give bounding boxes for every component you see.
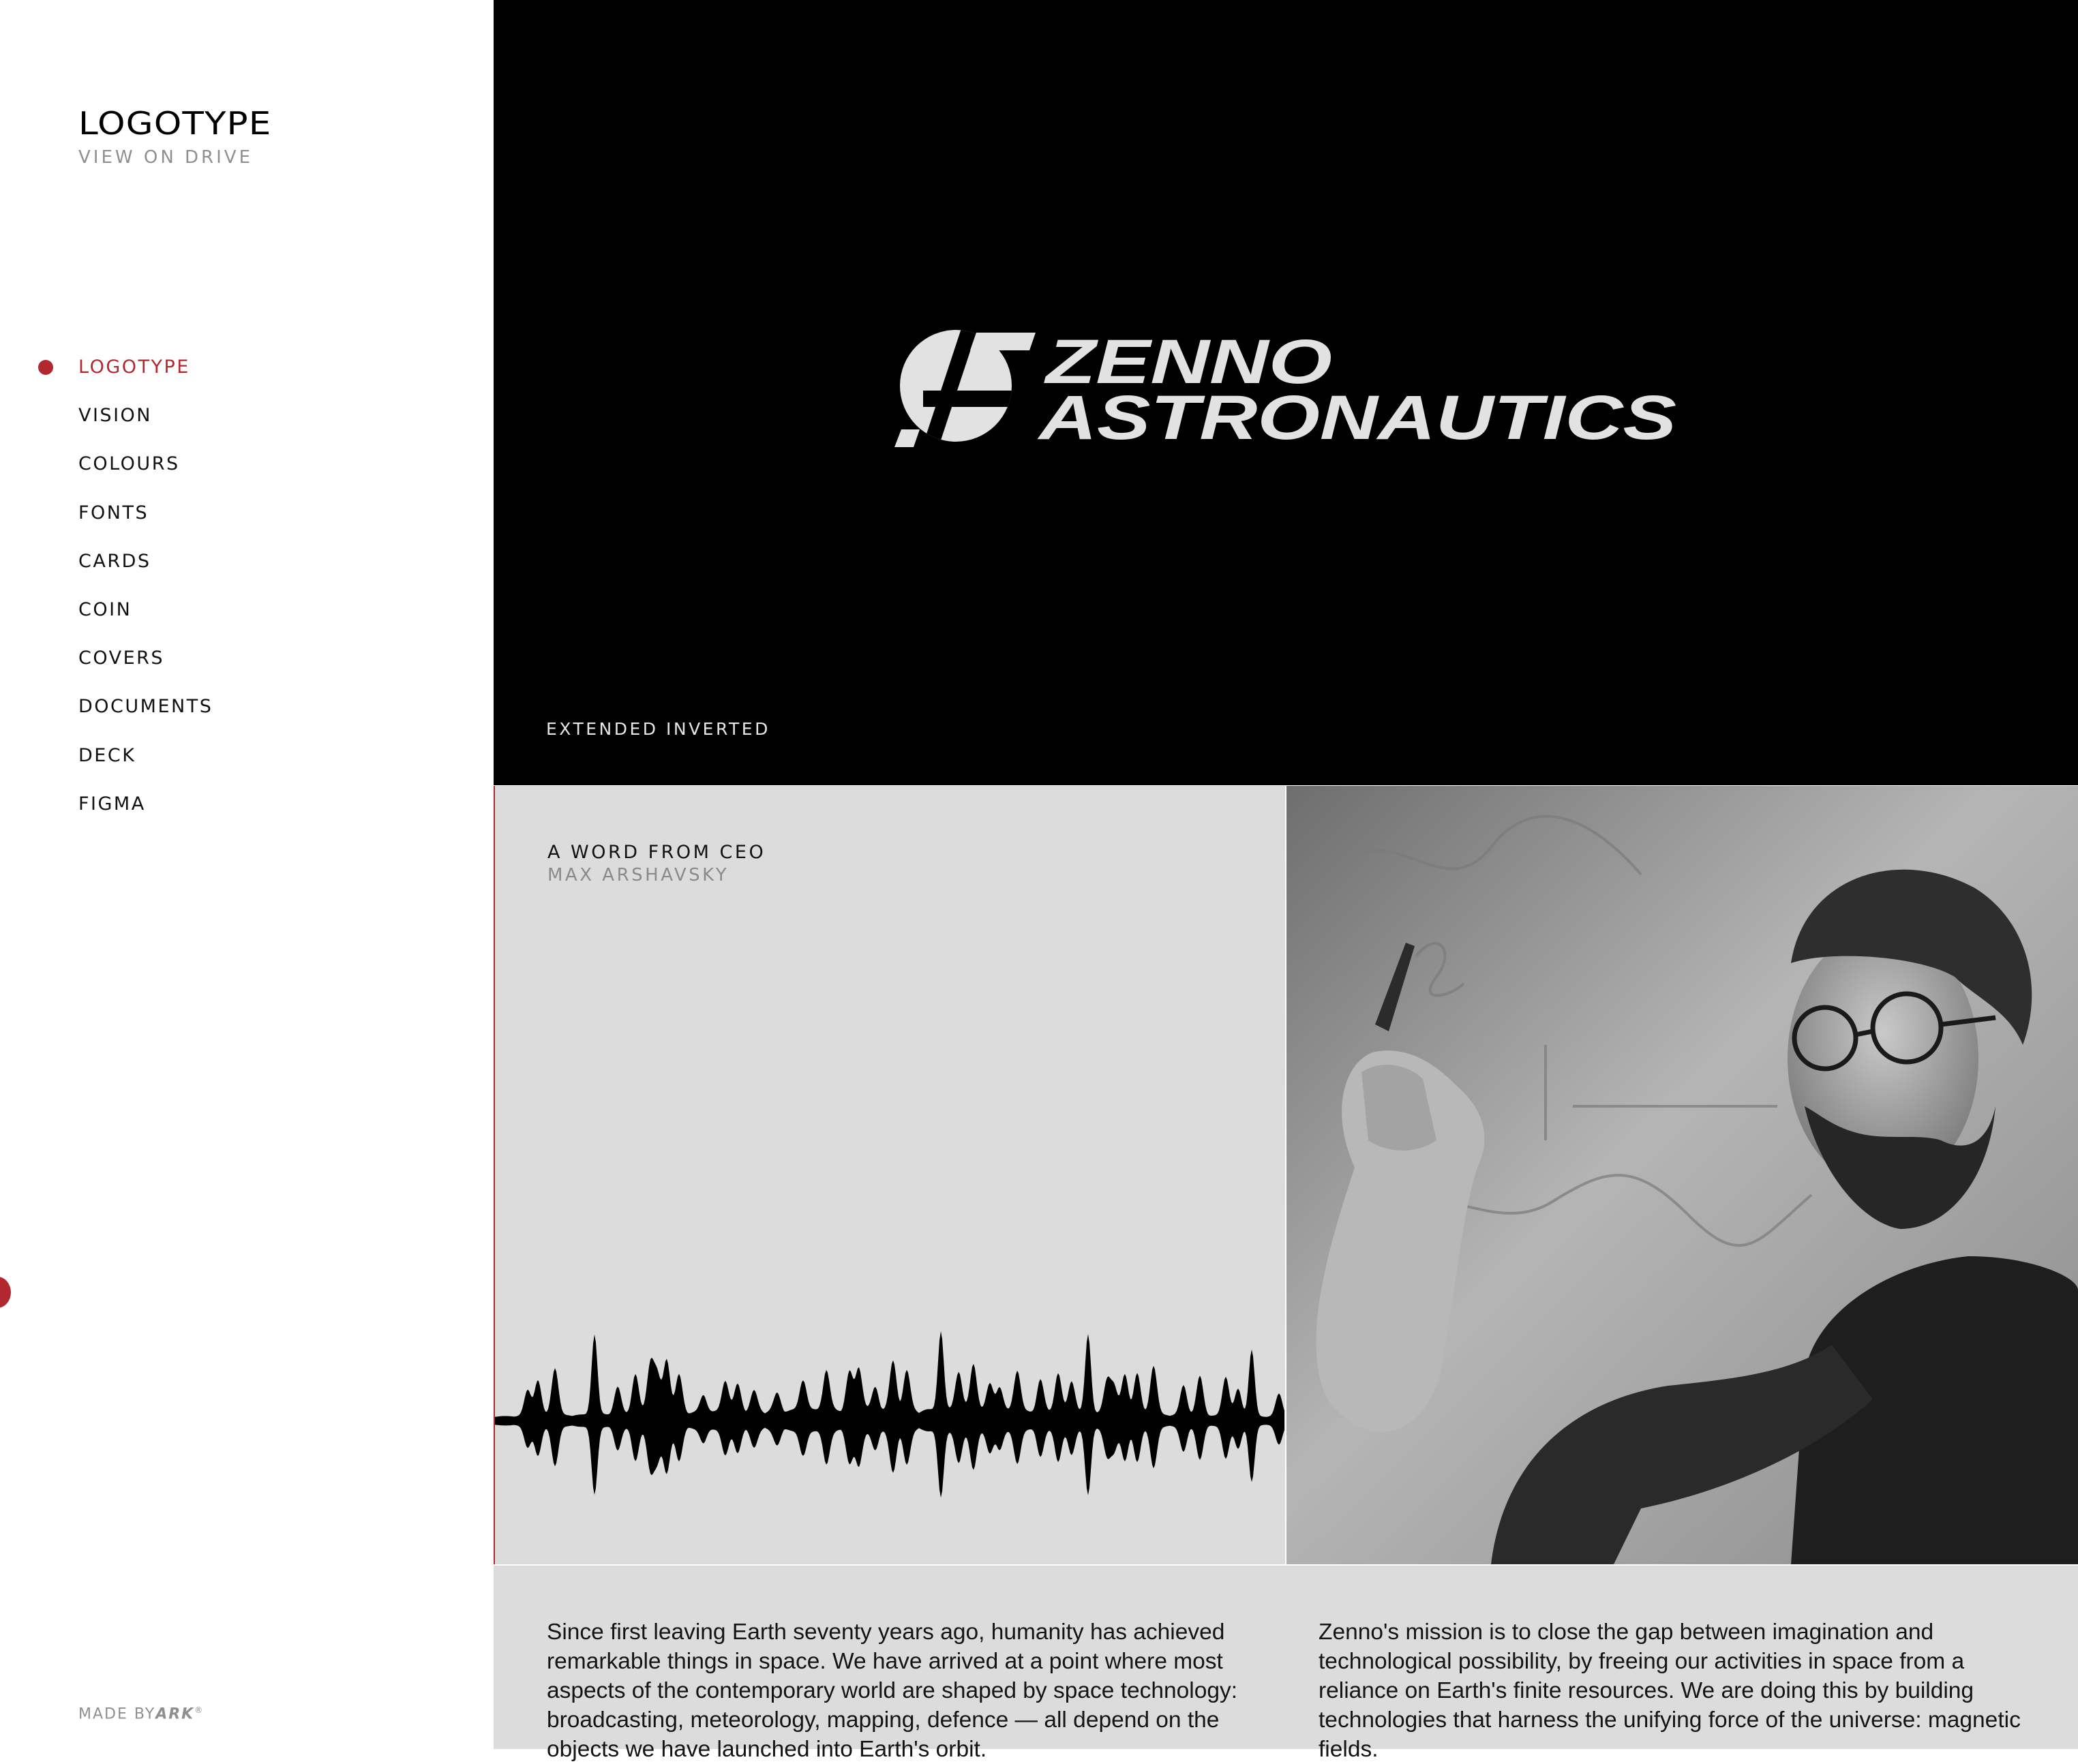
- nav-item-label: DOCUMENTS: [78, 696, 213, 718]
- nav-item-covers[interactable]: [0, 639, 213, 688]
- nav-item-label: LOGOTYPE: [78, 356, 190, 378]
- ceo-name: MAX ARSHAVSKY: [547, 865, 729, 885]
- ceo-word-panel: [494, 786, 1285, 1564]
- logo-variant-caption: EXTENDED INVERTED: [546, 719, 770, 739]
- brand-line-1: ZENNO: [1043, 327, 1332, 397]
- nav-item-coin[interactable]: [0, 591, 213, 639]
- nav-item-label: COLOURS: [78, 453, 180, 475]
- ceo-section-label: A WORD FROM CEO: [547, 842, 766, 863]
- nav-item-label: COVERS: [78, 648, 165, 669]
- brand-line-2: ASTRONAUTICS: [1037, 383, 1676, 453]
- nav-item-vision[interactable]: [0, 397, 213, 445]
- made-by-credit[interactable]: [78, 1705, 204, 1722]
- made-by-prefix: MADE BY: [78, 1705, 156, 1723]
- nav-item-cards[interactable]: [0, 543, 213, 591]
- nav-item-label: FONTS: [78, 502, 149, 523]
- audio-waveform[interactable]: [495, 1331, 1285, 1536]
- nav-item-label: DECK: [78, 744, 136, 766]
- nav-item-documents[interactable]: [0, 688, 213, 736]
- scroll-indicator-dot[interactable]: [0, 1277, 11, 1308]
- nav-item-label: CARDS: [78, 550, 151, 572]
- statement-paragraph-left: Since first leaving Earth seventy years ago, humanity has achieved remarkable things in space. We have arrived at a point where most aspects of the contemporary world are shaped by space technology: broadcasting, meteorology, mapping, defence — all depend on the objects we have launched into Earth's orbit.: [547, 1619, 1238, 1762]
- made-by-brand: ARK: [155, 1705, 195, 1723]
- nav-item-logotype[interactable]: [0, 348, 213, 397]
- registered-mark: ®: [194, 1705, 205, 1715]
- page-title: LOGOTYPE: [78, 105, 272, 142]
- nav-item-label: VISION: [78, 405, 152, 427]
- nav-item-label: COIN: [78, 598, 132, 620]
- zenno-logo: [896, 327, 1707, 453]
- sidebar: [0, 0, 494, 1749]
- nav-item-deck[interactable]: [0, 737, 213, 785]
- nav-item-colours[interactable]: [0, 445, 213, 493]
- section-nav: [0, 348, 213, 834]
- nav-item-figma[interactable]: [0, 785, 213, 834]
- nav-item-label: FIGMA: [78, 793, 146, 815]
- ceo-portrait-photo: [1286, 786, 2078, 1564]
- logotype-panel: [494, 0, 2078, 785]
- statement-paragraph-right: Zenno's mission is to close the gap between imagination and technological possibility, by freeing our activities in space from a reliance on Earth's finite resources. We are doing this by building technologies that harness the unifying force of the universe: magnetic fields.: [1319, 1619, 2021, 1762]
- nav-item-fonts[interactable]: [0, 494, 213, 543]
- ceo-statement: [494, 1566, 2078, 1762]
- view-on-drive-link[interactable]: VIEW ON DRIVE: [78, 147, 254, 168]
- active-dot-icon: [38, 360, 53, 375]
- zenno-emblem-icon: [894, 320, 1036, 457]
